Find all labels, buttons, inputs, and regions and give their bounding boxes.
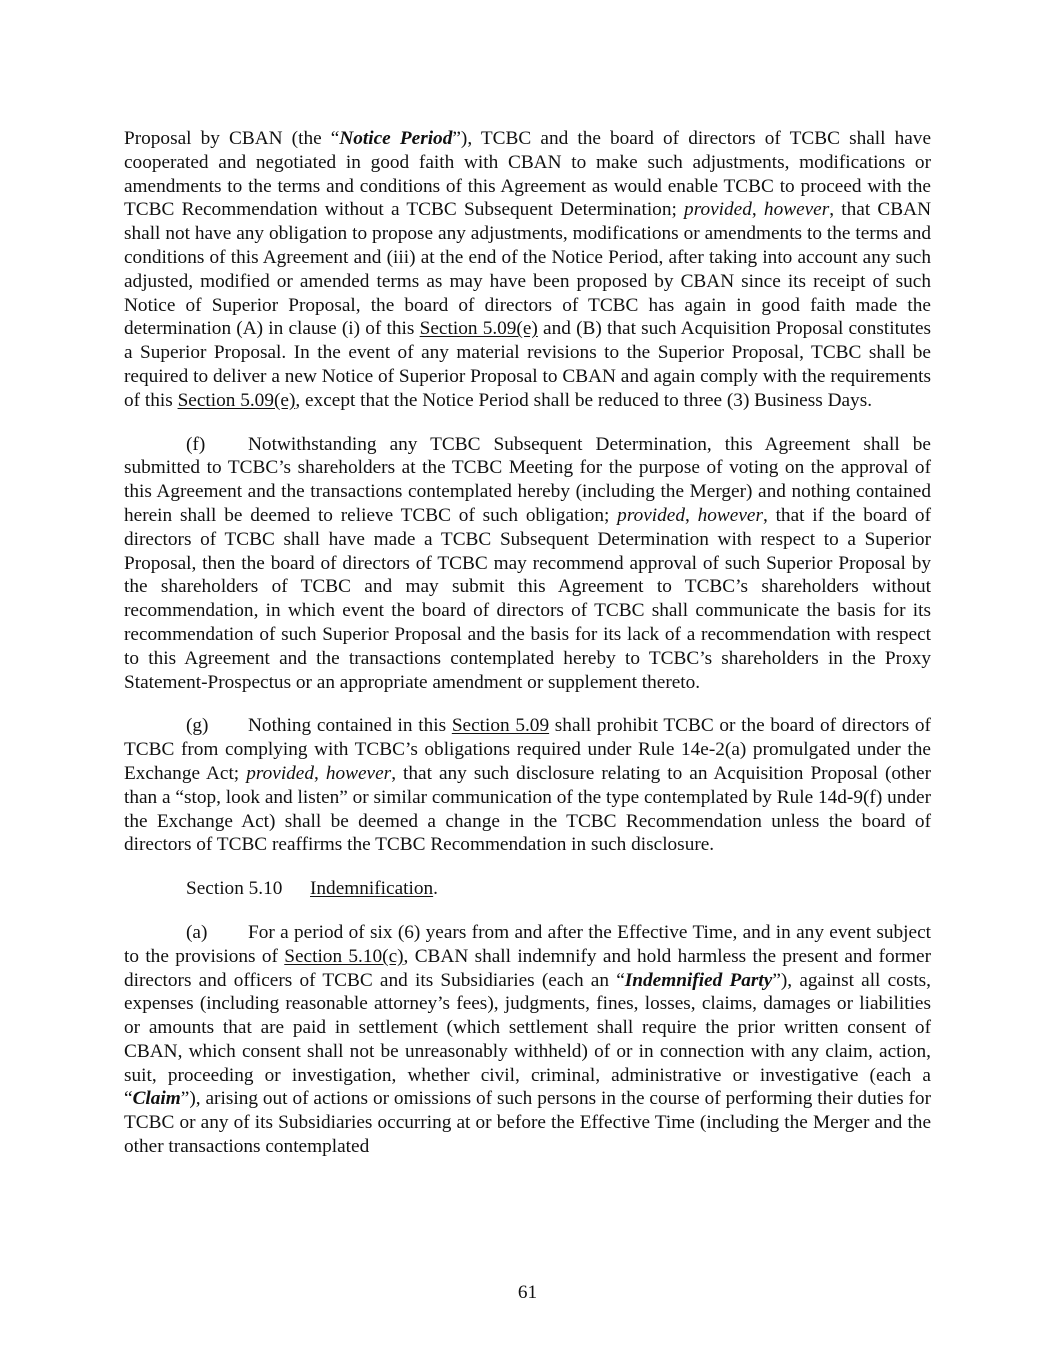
text-run: , except that the Notice Period shall be reduced to three (3) Business Days. [295, 389, 873, 411]
paragraph-e-continued [124, 127, 931, 413]
section-reference-5-09-e: Section 5.09(e) [419, 318, 538, 340]
italic-provided: provided [684, 199, 752, 221]
section-number: Section 5.10 [186, 878, 283, 900]
defined-term-notice-period: Notice Period [339, 128, 453, 149]
section-heading [124, 877, 931, 901]
paragraph-label-g: (g) [186, 715, 209, 737]
paragraph-f [124, 433, 931, 695]
paragraph-a [124, 921, 931, 1159]
document-page [124, 127, 931, 1159]
text-run: Proposal by CBAN (the “ [124, 128, 340, 149]
text-run: ”), against all costs, expenses (including reasonable attorney’s fees), judgments, fines, losses, claims, damages or liabilities or amounts that are paid in settlement (which settlement shall require the prior written consent of CBAN, which consent shall not be unreasonably withheld) of or in connection with any claim, action, suit, proceeding or investigation, whether civil, criminal, administrative or investigative (each a “ [124, 969, 932, 1110]
italic-however: however [325, 762, 392, 784]
section-reference-5-09-e: Section 5.09(e) [177, 389, 296, 411]
paragraph-g [124, 714, 931, 857]
italic-provided: provided [617, 504, 685, 526]
italic-however: however [697, 504, 763, 526]
text-run: For a period of six (6) years from and after the Effective Time, and in any event subject to the provisions of [124, 921, 931, 967]
page-number: 61 [517, 1282, 538, 1303]
section-title: Indemnification [310, 878, 434, 900]
text-run: ”), TCBC and the board of directors of TCBC shall have cooperated and negotiated in good faith with CBAN to make such adjustments, modifications or amendments to the terms and conditions of this Agreement as would enable TCBC to proceed with the TCBC Recommendation without a TCBC Subsequent Determination; [124, 128, 932, 221]
paragraph-label-f: (f) [186, 433, 206, 455]
italic-provided: provided [246, 762, 315, 784]
text-run: Notwithstanding any TCBC Subsequent Determination, this Agreement shall be submitted to TCBC’s shareholders at the TCBC Meeting for the purpose of voting on the approval of this Agreement and the transactions contemplated hereby (including the Merger) and nothing contained herein shall be deemed to relieve TCBC of such obligation; [124, 433, 931, 526]
text-run: , that CBAN shall not have any obligation to propose any adjustments, modifications or amendments to the terms and conditions of this Agreement and (iii) at the end of the Notice Period, after taking into account any such adjusted, modified or amended terms as may have been proposed by CBAN since its receipt of such Notice of Superior Proposal, the board of directors of TCBC has again in good faith made the determination (A) in clause (i) of this [124, 199, 931, 340]
text-run: Nothing contained in this [248, 715, 452, 737]
text-run: , [685, 504, 698, 526]
section-reference-5-10-c: Section 5.10(c) [284, 945, 404, 967]
text-run: ”), arising out of actions or omissions of such persons in the course of performing their duties for TCBC or any of its Subsidiaries occurring at or before the Effective Time (including the Merger and the other transactions contemplated [124, 1088, 931, 1158]
text-run: , [751, 199, 764, 221]
text-run: and (B) that such Acquisition Proposal constitutes a Superior Proposal. In the event of any material revisions to the Superior Proposal, TCBC shall be required to deliver a new Notice of Superior Proposal to CBAN and again comply with the requirements of this [124, 318, 931, 411]
text-run: . [433, 878, 438, 900]
text-run: , that if the board of directors of TCBC shall have made a TCBC Subsequent Determination with respect to a Superior Proposal, then the board of directors of TCBC may recommend approval of such Superior Proposal by the shareholders of TCBC and may submit this Agreement to TCBC’s shareholders without recommendation, in which event the board of directors of TCBC shall communicate the basis for its recommendation of such Superior Proposal and the basis for its lack of a recommendation with respect to this Agreement and the transactions contemplated hereby to TCBC’s shareholders in the Proxy Statement-Prospectus or an appropriate amendment or supplement thereto. [124, 504, 931, 693]
text-run: , CBAN shall indemnify and hold harmless the present and former directors and officers of TCBC and its Subsidiaries (each an “ [124, 945, 931, 991]
text-run: , [314, 762, 326, 784]
paragraph-label-a: (a) [186, 921, 208, 943]
text-run: shall prohibit TCBC or the board of directors of TCBC from complying with TCBC’s obligations required under Rule 14e-2(a) promulgated under the Exchange Act; [124, 715, 931, 784]
italic-however: however [763, 199, 830, 221]
defined-term-claim: Claim [132, 1088, 181, 1110]
text-run: , that any such disclosure relating to an Acquisition Proposal (other than a “stop, look and listen” or similar communication of the type contemplated by Rule 14d-9(f) under the Exchange Act) shall be deemed a change in the TCBC Recommendation unless the board of directors of TCBC reaffirms the TCBC Recommendation in such disclosure. [124, 762, 931, 856]
section-reference-5-09: Section 5.09 [451, 715, 550, 737]
defined-term-indemnified-party: Indemnified Party [624, 969, 773, 991]
